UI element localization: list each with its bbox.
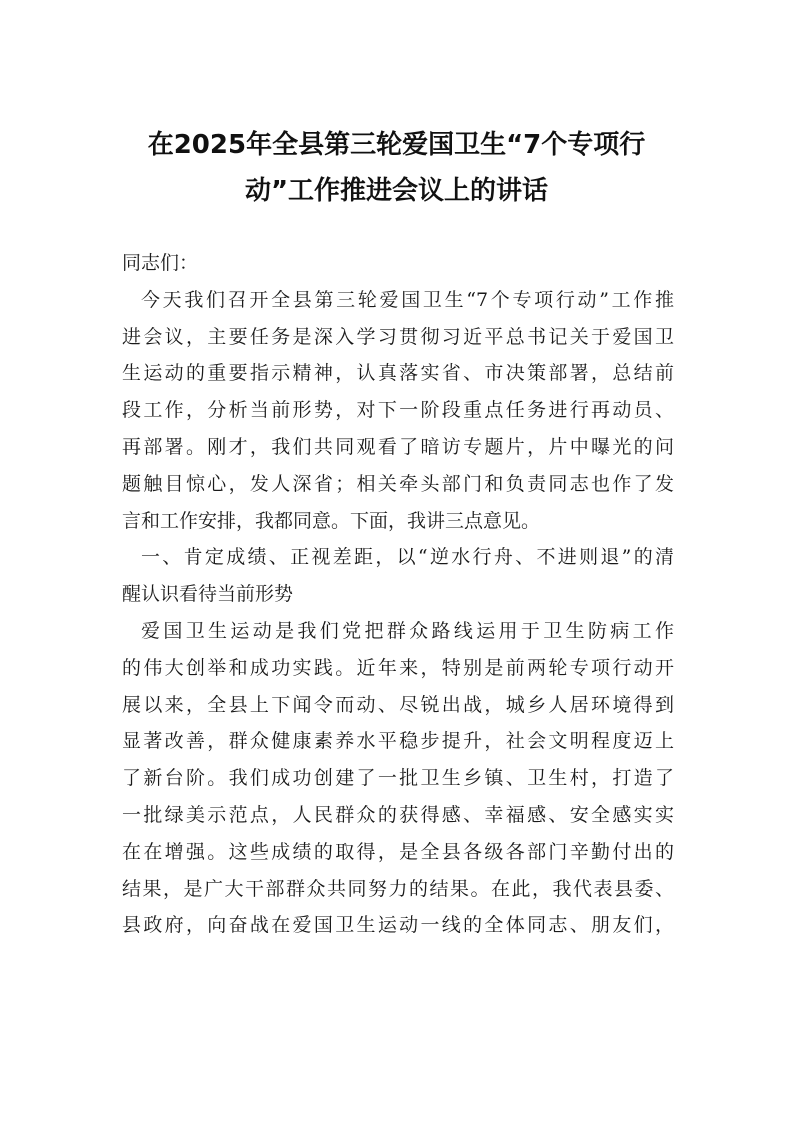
section-heading-line: 醒认识看待当前形势 <box>122 583 294 606</box>
body-line: 结果，是广大干部群众共同努力的结果。在此，我代表县委、 <box>122 877 674 900</box>
body-line: 今天我们召开全县第三轮爱国卫生“7个专项行动”工作推 <box>141 288 674 311</box>
body-line: 段工作，分析当前形势，对下一阶段重点任务进行再动员、 <box>122 399 674 422</box>
salutation: 同志们： <box>122 252 199 274</box>
body-line: 生运动的重要指示精神，认真落实省、市决策部署，总结前 <box>122 362 674 385</box>
body-line: 一批绿美示范点，人民群众的获得感、幸福感、安全感实实 <box>122 803 674 826</box>
title-line-2: 动”工作推进会议上的讲话 <box>244 176 549 206</box>
body-line: 的伟大创举和成功实践。近年来，特别是前两轮专项行动开 <box>122 656 674 679</box>
body-line: 题触目惊心，发人深省；相关牵头部门和负责同志也作了发 <box>122 472 674 495</box>
body-line: 爱国卫生运动是我们党把群众路线运用于卫生防病工作 <box>141 619 674 642</box>
document-body <box>122 245 674 944</box>
section-heading-line: 一、肯定成绩、正视差距，以“逆水行舟、不进则退”的清 <box>141 546 674 569</box>
body-line: 县政府，向奋战在爱国卫生运动一线的全体同志、朋友们， <box>122 914 674 937</box>
body-line: 在在增强。这些成绩的取得，是全县各级各部门辛勤付出的 <box>122 840 674 863</box>
body-line: 了新台阶。我们成功创建了一批卫生乡镇、卫生村，打造了 <box>122 767 674 790</box>
body-line: 显著改善，群众健康素养水平稳步提升，社会文明程度迈上 <box>122 730 674 753</box>
body-line: 进会议，主要任务是深入学习贯彻习近平总书记关于爱国卫 <box>122 325 674 348</box>
document-title <box>100 122 693 214</box>
body-line: 言和工作安排，我都同意。下面，我讲三点意见。 <box>122 509 541 532</box>
body-line: 再部署。刚才，我们共同观看了暗访专题片，片中曝光的问 <box>122 435 674 458</box>
title-line-1: 在2025年全县第三轮爱国卫生“7个专项行 <box>147 130 646 160</box>
body-line: 展以来，全县上下闻令而动、尽锐出战，城乡人居环境得到 <box>122 693 674 716</box>
